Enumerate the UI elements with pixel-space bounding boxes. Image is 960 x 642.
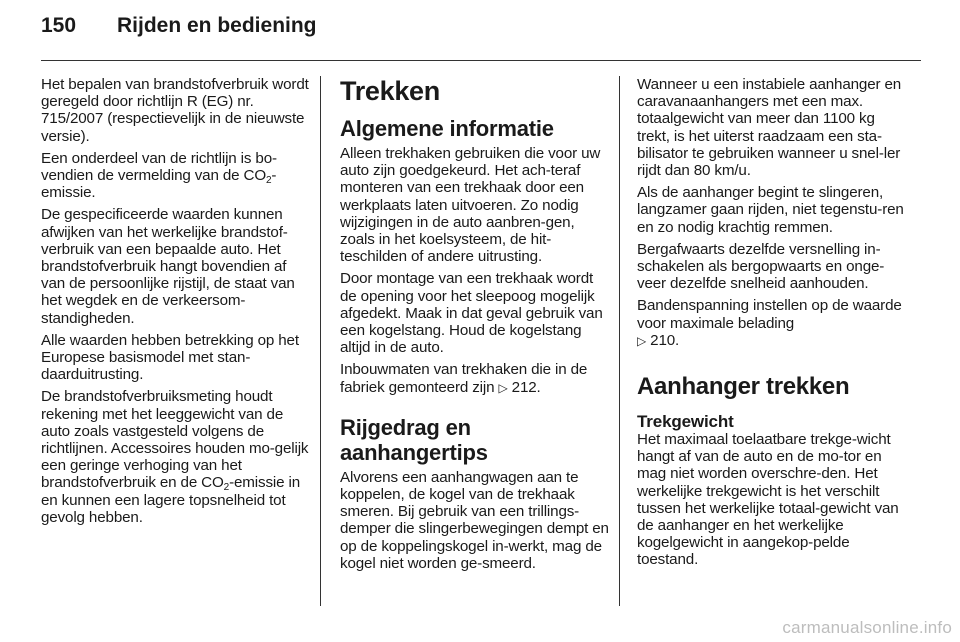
paragraph: Bergafwaarts dezelfde versnelling in-schakelen als bergopwaarts en onge-veer dezelfde snelheid aanhouden. xyxy=(637,240,885,293)
page-number: 150 xyxy=(41,14,77,37)
paragraph: Alle waarden hebben betrekking op het Europese basismodel met stan-daarduitrusting. xyxy=(41,331,299,384)
paragraph: Alvorens een aanhangwagen aan te koppelen, de kogel van de trekhaak smeren. Bij gebruik van een trillings-demper die slingerbewegingen dempt en op de koppelingskogel in-werkt, mag de kogel niet worden ge-smeerd. xyxy=(340,468,609,572)
paragraph: Het maximaal toelaatbare trekge-wicht hangt af van de auto en de mo-tor en mag niet worden overschre-den. Het werkelijke trekgewicht is het verschilt tussen het werkelijke totaal-gewicht van de aanhanger en het werkelijke kogelgewicht in aangekop-pelde toestand. xyxy=(637,431,899,569)
paragraph: Wanneer u een instabiele aanhanger en caravanaanhangers met een max. totaalgewicht van meer dan 1100 kg trekt, is het uiterst raadzaam een sta-bilisator te gebruiken wanneer u snel-ler rijdt dan 80 km/u. xyxy=(637,76,902,180)
column-divider-1 xyxy=(320,76,321,606)
page-reference-link[interactable]: 210. xyxy=(650,331,680,349)
paragraph: Een onderdeel van de richtlijn is bo-vendien de vermelding van de $CO_2$-emissie. xyxy=(41,149,277,202)
paragraph: De brandstofverbruiksmeting houdt rekening met het leeggewicht van de auto zoals vastgesteld volgens de richtlijnen. Accessoires houden mo-gelijk een geringe verhoging van het brandstofverbruik en de $CO_2$-emissie in en kunnen een lagere topsnelheid tot gevolg hebben. xyxy=(41,388,309,526)
heading-aanhanger-trekken: Aanhanger trekken xyxy=(637,373,850,401)
paragraph: Inbouwmaten van trekhaken die in de fabriek gemonteerd zijn ▷ 212. xyxy=(340,361,588,396)
paragraph: Alleen trekhaken gebruiken die voor uw auto zijn goedgekeurd. Het ach-teraf monteren van een trekhaak door een werkplaats laten uitvoeren. Zo nodig wijzigingen in de auto aanbren-gen, zoals in het koelsysteem, de hit-teschilden of andere uitrusting. xyxy=(340,145,601,266)
column-1 xyxy=(41,76,313,531)
watermark: carmanualsonline.info xyxy=(782,618,952,637)
paragraph: Het bepalen van brandstofverbruik wordt geregeld door richtlijn R (EG) nr. 715/2007 (respectievelijk in de nieuwste versie). xyxy=(41,76,309,145)
column-3 xyxy=(637,76,909,574)
page-reference-arrow-icon: ▷ xyxy=(637,333,647,348)
heading-algemene-informatie: Algemene informatie xyxy=(340,116,554,141)
heading-trekgewicht: Trekgewicht xyxy=(637,412,734,432)
paragraph: Bandenspanning instellen op de waarde voor maximale belading ▷ 210. xyxy=(637,297,902,349)
heading-rijgedrag: Rijgedrag en aanhangertips xyxy=(340,414,488,465)
paragraph: De gespecificeerde waarden kunnen afwijken van het werkelijke brandstof-verbruik van een bepaalde auto. Het brandstofverbruik hangt bovendien af van de persoonlijke rijstijl, de staat van het wegdek en de verkeersom-standigheden. xyxy=(41,206,295,327)
column-2 xyxy=(340,76,612,577)
paragraph: Als de aanhanger begint te slingeren, langzamer gaan rijden, niet tegenstu-ren en zo nodig krachtig remmen. xyxy=(637,184,904,236)
paragraph: Door montage van een trekhaak wordt de opening voor het sleepoog mogelijk afgedekt. Maak in dat geval gebruik van een kogelstang. Houd de kogelstang altijd in de auto. xyxy=(340,270,603,357)
column-divider-2 xyxy=(619,76,620,606)
heading-trekken: Trekken xyxy=(340,76,440,106)
header-rule xyxy=(41,60,921,61)
page-reference-arrow-icon: ▷ xyxy=(498,380,508,395)
page-header xyxy=(41,14,317,44)
section-title: Rijden en bediening xyxy=(117,14,317,37)
page-reference-link[interactable]: 212. xyxy=(511,378,541,396)
